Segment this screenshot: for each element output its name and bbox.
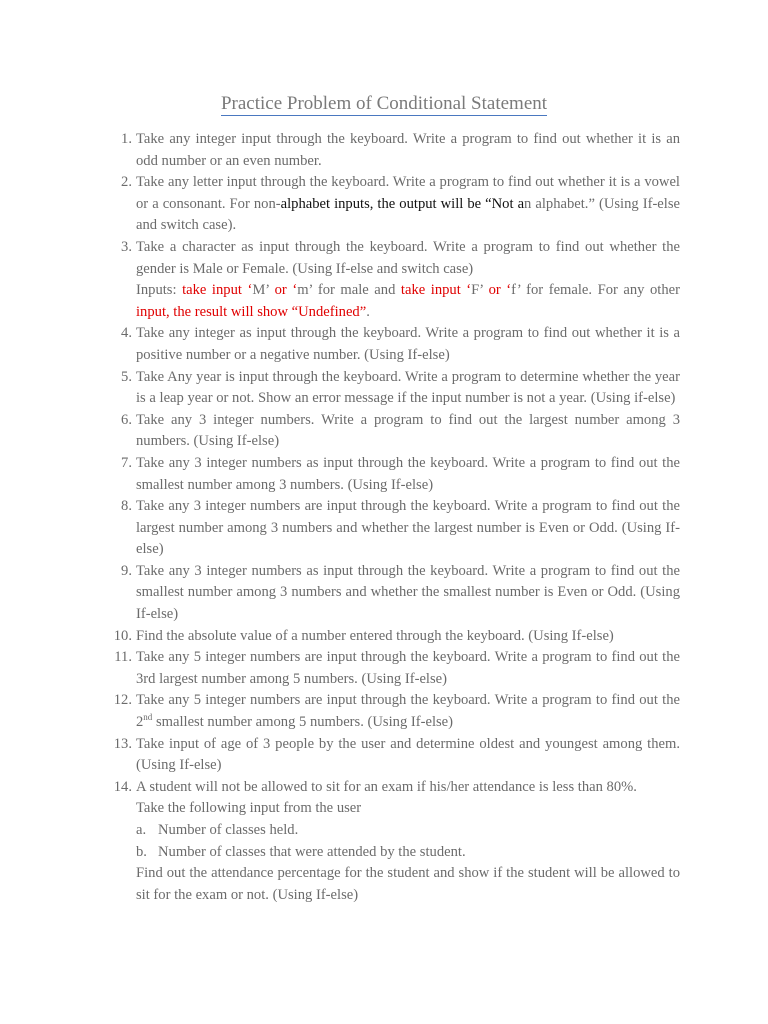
problem-number: 1. xyxy=(121,131,132,147)
superscript: nd xyxy=(143,712,153,723)
problem-number: 7. xyxy=(121,454,132,471)
sub-item-text: Number of classes that were attended by the student. xyxy=(158,843,466,860)
problem-number: 10. xyxy=(113,627,132,644)
problem-list xyxy=(112,129,680,906)
problem-text: Take any 3 integer numbers. Write a program to find out the largest number among 3 numbers. (Using If-else) xyxy=(136,411,680,450)
sub-item-b xyxy=(136,842,680,864)
problem-footer: Find out the attendance percentage for the student and show if the student will be allowed to sit for the exam or not. (Using If-else) xyxy=(136,865,680,903)
problem-item-12 xyxy=(112,690,680,733)
problem-number: 12. xyxy=(113,692,132,709)
problem-item-9 xyxy=(112,561,680,626)
problem-text: Take any integer as input through the keyboard. Write a program to find out whether it is a positive number or a negative number. (Using If-else) xyxy=(136,325,680,363)
problem-number: 6. xyxy=(121,411,132,428)
inputs-line: Inputs: take input ‘M’ or ‘m’ for male and take input ‘F’ or ‘f’ for female. For any other input, the result will show “Undefined”. xyxy=(136,282,680,320)
page-title: Practice Problem of Conditional Statement xyxy=(220,93,548,114)
problem-text: Take a character as input through the keyboard. Write a program to find out whether the gender is Male or Female. (Using If-else and switch case) xyxy=(136,238,680,277)
problem-text: Take any 3 integer numbers as input through the keyboard. Write a program to find out the smallest number among 3 numbers. (Using If-else) xyxy=(136,454,680,493)
problem-number: 8. xyxy=(121,498,132,515)
problem-number: 5. xyxy=(121,368,132,385)
problem-text: Take any 5 integer numbers are input through the keyboard. Write a program to find out the 2 xyxy=(136,692,680,731)
problem-number: 3. xyxy=(121,238,132,255)
problem-text: A student will not be allowed to sit for an exam if his/her attendance is less than 80%. xyxy=(136,778,637,795)
problem-text: Take any 5 integer numbers are input through the keyboard. Write a program to find out the 3rd largest number among 5 numbers. (Using If-else) xyxy=(136,649,680,687)
problem-number: 14. xyxy=(113,778,132,795)
problem-number: 4. xyxy=(121,325,132,342)
problem-number: 2. xyxy=(121,174,132,191)
problem-text: Take any 3 integer numbers as input through the keyboard. Write a program to find out the smallest number among 3 numbers and whether the smallest number is Even or Odd. (Using If-else) xyxy=(136,562,680,623)
problem-item-6 xyxy=(112,410,680,453)
sub-item-a xyxy=(136,820,680,842)
problem-text: Take any letter input through the keyboard. Write a program to find out whether it is a vowel or a consonant. For non- xyxy=(136,174,680,212)
problem-text: Take input of age of 3 people by the user and determine oldest and youngest among them. (Using If-else) xyxy=(136,735,680,774)
problem-item-4 xyxy=(112,323,680,366)
problem-item-7 xyxy=(112,453,680,496)
problem-item-10 xyxy=(112,626,680,648)
problem-number: 9. xyxy=(121,562,132,579)
problem-text-end: n alphabet.” (Using If-else and switch case). xyxy=(136,195,680,234)
highlighted-text: alphabet inputs, the output will be “Not a xyxy=(280,195,525,212)
sub-item-text: Number of classes held. xyxy=(158,822,299,838)
problem-text: Take any integer input through the keyboard. Write a program to find out whether it is an odd number or an even number. xyxy=(136,131,680,169)
problem-item-13 xyxy=(112,734,680,777)
problem-number: 11. xyxy=(114,649,132,666)
problem-text: Find the absolute value of a number entered through the keyboard. (Using If-else) xyxy=(136,627,614,644)
problem-text-line2: Take the following input from the user xyxy=(136,800,362,817)
problem-text: Take any 3 integer numbers are input through the keyboard. Write a program to find out the largest number among 3 numbers and whether the largest number is Even or Odd. (Using If-else) xyxy=(136,498,680,558)
problem-text: Take Any year is input through the keyboard. Write a program to determine whether the year is a leap year or not. Show an error message if the input number is not a year. (Using if-else) xyxy=(136,368,680,407)
problem-item-2 xyxy=(112,172,680,237)
problem-item-3 xyxy=(112,237,680,323)
problem-item-1 xyxy=(112,129,680,172)
sub-item-label: b. xyxy=(136,843,147,860)
problem-item-8 xyxy=(112,496,680,561)
problem-item-14 xyxy=(112,777,680,907)
problem-number: 13. xyxy=(113,735,132,752)
problem-item-11 xyxy=(112,647,680,690)
problem-text-end: smallest number among 5 numbers. (Using If-else) xyxy=(152,714,454,731)
sub-item-label: a. xyxy=(136,822,147,838)
problem-item-5 xyxy=(112,367,680,410)
